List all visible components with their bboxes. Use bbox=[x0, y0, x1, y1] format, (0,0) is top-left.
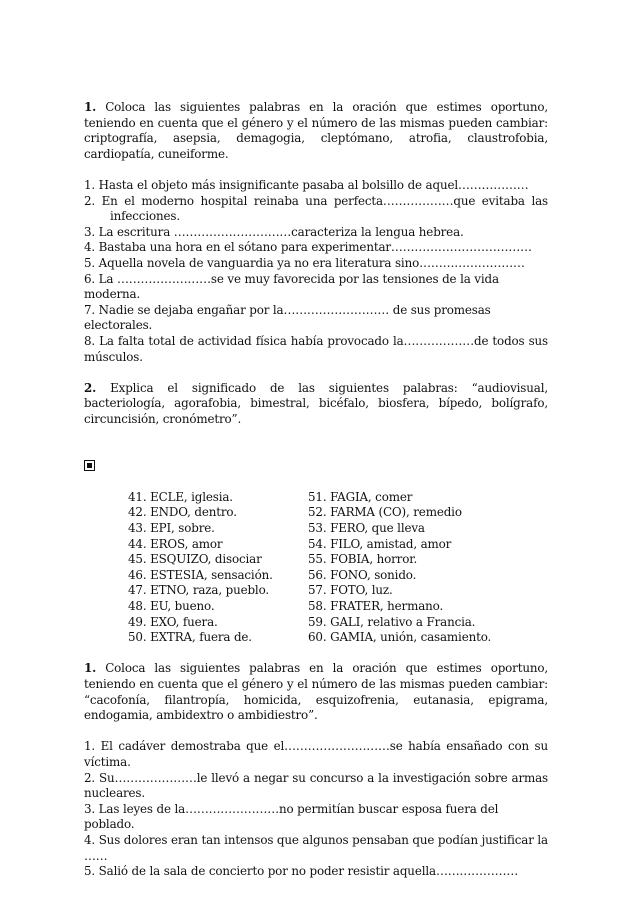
list-item: 42. ENDO, dentro. bbox=[128, 505, 237, 520]
exercise-2-prompt bbox=[84, 381, 548, 428]
list-item: infecciones. bbox=[110, 209, 180, 224]
list-item: 57. FOTO, luz. bbox=[308, 583, 393, 598]
list-item: 55. FOBIA, horror. bbox=[308, 552, 418, 567]
list-item: 4. Sus dolores eran tan intensos que algunos pensaban que podían justificar la …… bbox=[84, 832, 548, 863]
exercise-number: 1. bbox=[84, 661, 97, 676]
list-item: 6. La ……………………se ve muy favorecida por las tensiones de la vida moderna. bbox=[84, 271, 499, 302]
list-item: 47. ETNO, raza, pueblo. bbox=[128, 583, 270, 598]
exercise-text: Explica el significado de las siguientes palabras: “audiovisual, bacteriología, agorafobia, bimestral, bicéfalo, biosfera, bípedo, bolígrafo, circuncisión, cronómetro”. bbox=[84, 380, 548, 426]
exercise-number: 2. bbox=[84, 380, 97, 395]
list-item: 8. La falta total de actividad física había provocado la………………de todos sus músculos. bbox=[84, 333, 548, 364]
exercise-number: 1. bbox=[84, 100, 97, 114]
list-item: 54. FILO, amistad, amor bbox=[308, 536, 452, 551]
list-item: 2. Su…………………le llevó a negar su concurso a la investigación sobre armas nucleares. bbox=[84, 770, 548, 801]
list-item: 2. En el moderno hospital reinaba una perfecta………………que evitaba las bbox=[84, 193, 548, 208]
list-item: 45. ESQUIZO, disociar bbox=[128, 552, 262, 567]
list-item: 4. Bastaba una hora en el sótano para experimentar……………………………… bbox=[84, 240, 532, 255]
roots-list bbox=[128, 490, 548, 646]
list-item: 43. EPI, sobre. bbox=[128, 521, 215, 536]
list-item: 7. Nadie se dejaba engañar por la……………………… de sus promesas electorales. bbox=[84, 302, 491, 333]
exercise-1-prompt bbox=[84, 100, 548, 162]
list-item: 50. EXTRA, fuera de. bbox=[128, 630, 252, 645]
checkbox-symbol bbox=[84, 459, 548, 475]
list-item: 5. Aquella novela de vanguardia ya no era literatura sino……………………… bbox=[84, 255, 525, 270]
list-item: 51. FAGIA, comer bbox=[308, 489, 413, 504]
list-item: 3. Las leyes de la……………………no permitían buscar esposa fuera del poblado. bbox=[84, 801, 499, 832]
list-item: 52. FARMA (CO), remedio bbox=[308, 505, 462, 520]
list-item: 56. FONO, sonido. bbox=[308, 567, 417, 582]
list-item: 1. Hasta el objeto más insignificante pasaba al bolsillo de aquel……………… bbox=[84, 177, 529, 192]
list-item: 44. EROS, amor bbox=[128, 536, 223, 551]
list-item: 41. ECLE, iglesia. bbox=[128, 489, 233, 504]
exercise-3-prompt bbox=[84, 661, 548, 723]
list-item: 49. EXO, fuera. bbox=[128, 614, 218, 629]
list-item: 53. FERO, que lleva bbox=[308, 521, 425, 536]
list-item: 58. FRATER, hermano. bbox=[308, 599, 444, 613]
list-item: 1. El cadáver demostraba que el………………………se había ensañado con su víctima. bbox=[84, 739, 548, 769]
roots-column-right bbox=[308, 490, 548, 646]
list-item: 46. ESTESIA, sensación. bbox=[128, 567, 273, 582]
exercise-text: Coloca las siguientes palabras en la oración que estimes oportuno, teniendo en cuenta que el género y el número de las mismas pueden cambiar: criptografía, asepsia, demagogia, cleptómano, atrofia, claustrofobia, cardiopatía, cuneiforme. bbox=[84, 100, 548, 161]
list-item: 5. Salió de la sala de concierto por no poder resistir aquella………………… bbox=[84, 864, 519, 879]
list-item: 3. La escritura …………………………caracteriza la lengua hebrea. bbox=[84, 224, 464, 239]
exercise-text: Coloca las siguientes palabras en la oración que estimes oportuno, teniendo en cuenta que el género y el número de las mismas pueden cambiar: “cacofonía, filantropía, homicida, esquizofrenia, eutanasia, epigrama, endogamia, ambidextro o ambidiestro”. bbox=[84, 661, 548, 723]
square-bullet-icon bbox=[84, 460, 95, 471]
document-page bbox=[84, 100, 548, 880]
list-item: 48. EU, bueno. bbox=[128, 599, 215, 613]
list-item: 59. GALI, relativo a Francia. bbox=[308, 614, 476, 629]
list-item: 60. GAMIA, unión, casamiento. bbox=[308, 630, 492, 645]
roots-column-left bbox=[128, 490, 308, 646]
